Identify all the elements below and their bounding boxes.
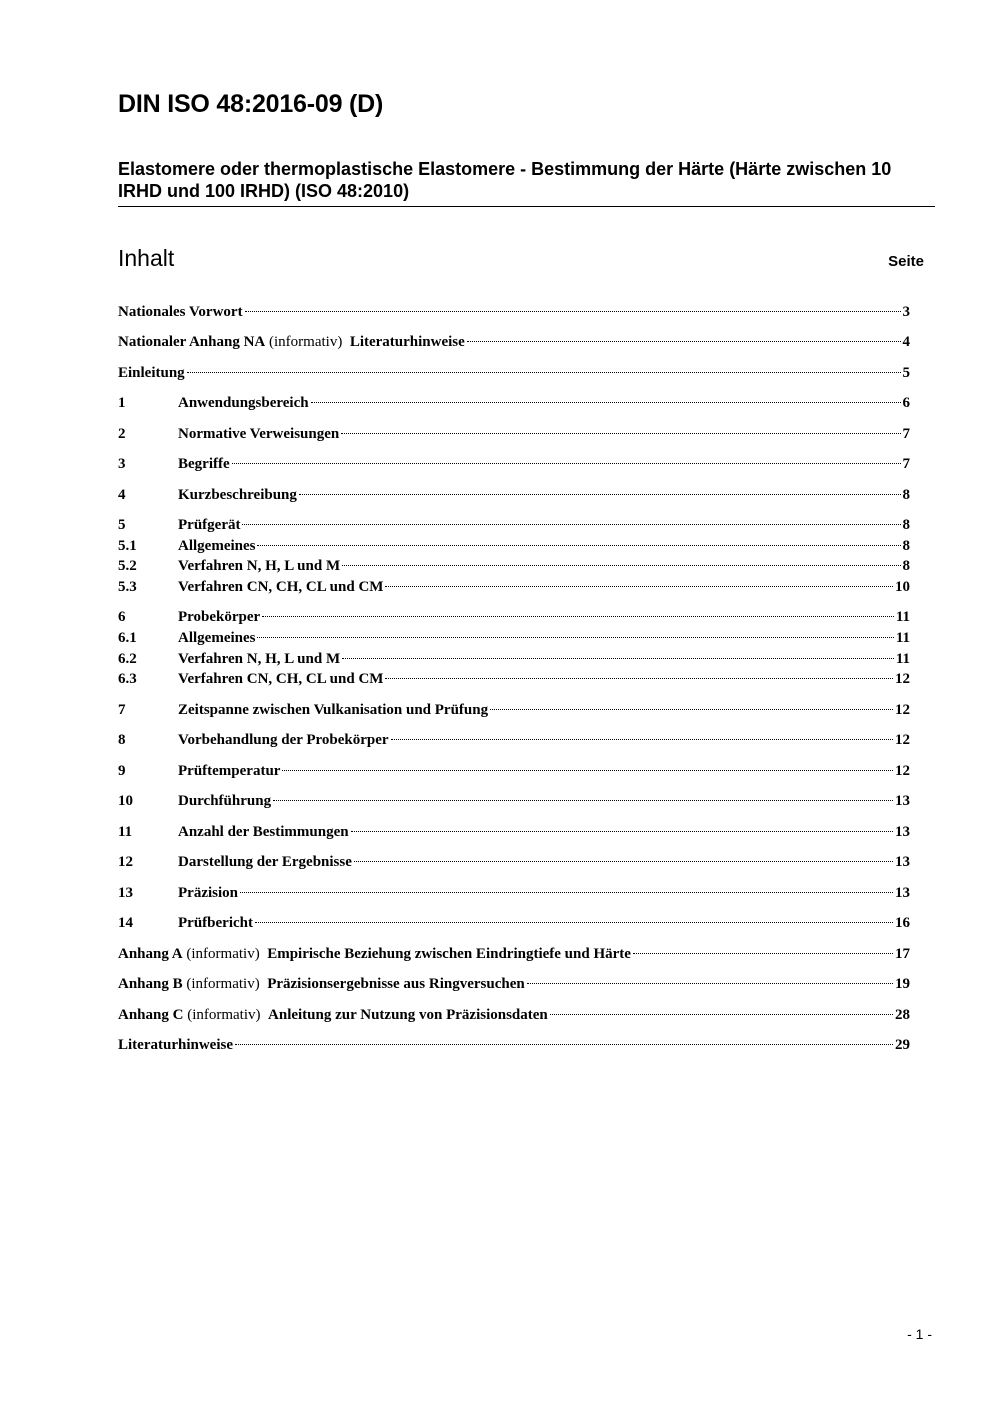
toc-entry-number: 6.3 <box>118 671 137 687</box>
toc-entry-title: Präzision <box>178 885 238 901</box>
toc-entry-title: Darstellung der Ergebnisse <box>178 854 352 870</box>
toc-entry[interactable] <box>118 1035 910 1055</box>
toc-entry-title: Einleitung <box>118 365 185 381</box>
toc-entry-page: 16 <box>895 915 910 931</box>
toc-entry[interactable] <box>118 332 910 352</box>
toc-entry-page: 3 <box>902 304 910 320</box>
toc-entry-number: 5.2 <box>118 558 137 574</box>
toc-entry[interactable] <box>118 363 910 383</box>
toc-entry-title: Verfahren N, H, L und M <box>178 558 341 574</box>
toc-entry-page: 13 <box>895 854 910 870</box>
toc-leader <box>257 637 893 638</box>
toc-entry-title: Prüfbericht <box>178 915 253 931</box>
toc-entry[interactable] <box>118 536 910 556</box>
toc-entry-page: 29 <box>895 1037 910 1053</box>
toc-entry-number: 6.1 <box>118 630 137 646</box>
toc-entry-page: 11 <box>895 609 910 625</box>
page-number: - 1 - <box>907 1326 932 1342</box>
toc-entry-page: 8 <box>902 558 910 574</box>
toc-entry-number: 6.2 <box>118 651 137 667</box>
toc-leader <box>187 372 901 373</box>
toc-entry-number: 5.3 <box>118 579 137 595</box>
toc-entry-number: 1 <box>118 395 126 411</box>
toc-entry-title: Prüfgerät <box>178 517 241 533</box>
toc-entry[interactable] <box>118 730 910 750</box>
toc-entry-title: Literaturhinweise <box>118 1037 233 1053</box>
toc-entry-title: Verfahren CN, CH, CL und CM <box>178 579 384 595</box>
toc-entry[interactable] <box>118 700 910 720</box>
toc-entry-number: 7 <box>118 702 126 718</box>
toc-entry-page: 12 <box>895 732 910 748</box>
toc-entry-page: 11 <box>895 630 910 646</box>
toc-entry-prefix: Anhang A <box>118 946 183 962</box>
toc-entry-page: 7 <box>902 426 910 442</box>
toc-entry[interactable] <box>118 607 910 627</box>
toc-entry-number: 9 <box>118 763 126 779</box>
toc-entry-title: Präzisionsergebnisse aus Ringversuchen <box>267 976 525 992</box>
toc-entry-prefix: Nationaler Anhang NA <box>118 334 266 350</box>
toc-entry-number: 6 <box>118 609 126 625</box>
toc-entry-number: 12 <box>118 854 133 870</box>
toc-entry-title: Verfahren CN, CH, CL und CM <box>178 671 384 687</box>
toc-entry-page: 17 <box>895 946 910 962</box>
toc-leader <box>342 565 900 566</box>
toc-entry[interactable] <box>118 454 910 474</box>
toc-entry[interactable] <box>118 1005 910 1025</box>
toc-entry-title: Probekörper <box>178 609 261 625</box>
toc-entry-title: Empirische Beziehung zwischen Eindringtiefe und Härte <box>267 946 631 962</box>
toc-entry-title: Anwendungsbereich <box>178 395 309 411</box>
toc-entry-page: 7 <box>902 456 910 472</box>
toc-leader <box>235 1044 893 1045</box>
toc-leader <box>342 658 894 659</box>
toc-page-column-label: Seite <box>888 253 924 270</box>
toc-entry-page: 5 <box>902 365 910 381</box>
toc-leader <box>633 953 893 954</box>
toc-leader <box>257 545 900 546</box>
toc-leader <box>232 463 901 464</box>
toc-leader <box>255 922 893 923</box>
toc-entry[interactable] <box>118 649 910 669</box>
toc-entry-note: (informativ) <box>182 976 268 992</box>
toc-entry[interactable] <box>118 515 910 535</box>
toc-leader <box>262 616 894 617</box>
toc-entry[interactable] <box>118 628 910 648</box>
toc-entry-number: 13 <box>118 885 133 901</box>
toc-entry-page: 13 <box>895 885 910 901</box>
toc-entry[interactable] <box>118 883 910 903</box>
toc-entry-number: 5 <box>118 517 126 533</box>
toc-entry[interactable] <box>118 577 910 597</box>
toc-entry[interactable] <box>118 393 910 413</box>
toc-entry-number: 2 <box>118 426 126 442</box>
toc-entry-title: Anzahl der Bestimmungen <box>178 824 349 840</box>
toc-entry[interactable] <box>118 913 910 933</box>
toc-entry-page: 8 <box>902 517 910 533</box>
toc-entry-number: 5.1 <box>118 538 137 554</box>
toc-leader <box>311 402 901 403</box>
toc-entry-page: 13 <box>895 793 910 809</box>
toc-entry[interactable] <box>118 669 910 689</box>
toc-entry[interactable] <box>118 424 910 444</box>
toc-entry-note: (informativ) <box>265 334 350 350</box>
toc-entry-page: 12 <box>895 702 910 718</box>
toc-entry-title: Vorbehandlung der Probekörper <box>178 732 389 748</box>
toc-entry-title: Begriffe <box>178 456 230 472</box>
toc-entry-number: 10 <box>118 793 133 809</box>
toc-entry[interactable] <box>118 822 910 842</box>
toc-entry[interactable] <box>118 791 910 811</box>
toc-leader <box>354 861 893 862</box>
toc-leader <box>240 892 893 893</box>
toc-entry-note: (informativ) <box>183 1007 269 1023</box>
toc-entry-title: Durchführung <box>178 793 272 809</box>
toc-entry-page: 8 <box>902 538 910 554</box>
toc-entry-number: 4 <box>118 487 126 503</box>
document-title: DIN ISO 48:2016-09 (D) <box>118 90 384 118</box>
toc-leader <box>385 678 893 679</box>
toc-entry[interactable] <box>118 974 910 994</box>
toc-entry-note: (informativ) <box>182 946 268 962</box>
toc-entry-page: 4 <box>902 334 910 350</box>
toc-entry[interactable] <box>118 302 910 322</box>
toc-leader <box>245 311 901 312</box>
toc-entry-page: 28 <box>895 1007 910 1023</box>
toc-leader <box>550 1014 893 1015</box>
toc-entry-page: 11 <box>895 651 910 667</box>
toc-entry-number: 11 <box>118 824 133 840</box>
toc-entry-page: 6 <box>902 395 910 411</box>
toc-leader <box>351 831 893 832</box>
toc-entry-title: Nationales Vorwort <box>118 304 243 320</box>
toc-entry-page: 10 <box>895 579 910 595</box>
toc-entry-title: Zeitspanne zwischen Vulkanisation und Prüfung <box>178 702 489 718</box>
toc-entry-page: 12 <box>895 763 910 779</box>
toc-leader <box>490 709 893 710</box>
toc-entry-title: Literaturhinweise <box>349 334 465 350</box>
toc-leader <box>299 494 901 495</box>
toc-entry-title: Kurzbeschreibung <box>178 487 297 503</box>
toc-leader <box>527 983 893 984</box>
toc-entry[interactable] <box>118 761 910 781</box>
toc-entry-title: Anleitung zur Nutzung von Präzisionsdaten <box>268 1007 548 1023</box>
toc-leader <box>391 739 893 740</box>
toc-entry[interactable] <box>118 852 910 872</box>
toc-entry-number: 3 <box>118 456 126 472</box>
toc-leader <box>282 770 893 771</box>
toc-entry-prefix: Anhang C <box>118 1007 184 1023</box>
title-rule <box>118 206 935 207</box>
toc-entry[interactable] <box>118 556 910 576</box>
toc-entry-page: 12 <box>895 671 910 687</box>
toc-entry[interactable] <box>118 944 910 964</box>
toc-entry[interactable] <box>118 485 910 505</box>
toc-leader <box>273 800 893 801</box>
toc-entry-prefix: Anhang B <box>118 976 183 992</box>
toc-leader <box>385 586 893 587</box>
toc-entry-title: Allgemeines <box>178 630 256 646</box>
toc-entry-title: Normative Verweisungen <box>178 426 340 442</box>
toc-heading: Inhalt <box>118 245 175 271</box>
toc-entry-title: Prüftemperatur <box>178 763 281 779</box>
toc-entry-number: 8 <box>118 732 126 748</box>
document-subtitle: Elastomere oder thermoplastische Elastomere - Bestimmung der Härte (Härte zwischen 10 IRHD und 100 IRHD) (ISO 48:2010) <box>118 159 892 201</box>
toc-entry-page: 19 <box>895 976 910 992</box>
toc-entry-title: Allgemeines <box>178 538 256 554</box>
toc-entry-page: 8 <box>902 487 910 503</box>
toc-entry-number: 14 <box>118 915 133 931</box>
toc-leader <box>242 524 900 525</box>
toc-entry-page: 13 <box>895 824 910 840</box>
toc-leader <box>341 433 900 434</box>
toc-leader <box>467 341 901 342</box>
toc-entry-title: Verfahren N, H, L und M <box>178 651 341 667</box>
